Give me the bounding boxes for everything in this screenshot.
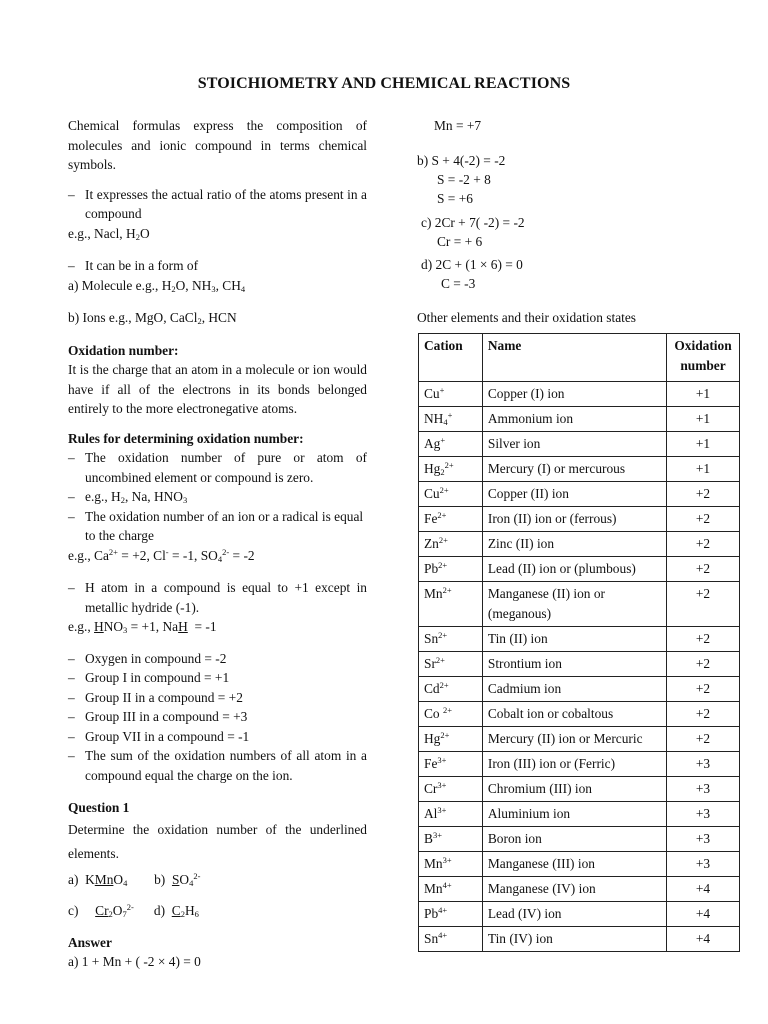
rule-item: – Oxygen in compound = -2 [68,650,227,666]
rule-uncombined: – The oxidation number of pure or atom of uncombined element or compound is zero. [68,450,367,485]
table-row [419,432,740,457]
name-cell: Chromium (III) ion [482,777,666,802]
name-cell: Silver ion [482,432,666,457]
rule-item: – Group VII in a compound = -1 [68,728,250,744]
answer-line: Cr = + 6 [437,234,483,249]
cation-cell: $Pb^{4+}$ [419,902,483,927]
cation-cell: $Al^{3+}$ [419,802,483,827]
cation-cell: $NH_4^+$ [419,407,483,432]
table-row [419,802,740,827]
answer-line: S = +6 [437,191,473,206]
example-nacl: e.g., Nacl, $H_2O$ [68,225,150,242]
oxidation-cell: +3 [667,777,740,802]
oxidation-cell: +1 [667,457,740,482]
question-text: Determine the oxidation number of the underlined elements. [68,821,367,861]
table-row [419,827,740,852]
table-row [419,652,740,677]
cation-cell: $Pb^{2+}$ [419,557,483,582]
answer-line: C = -3 [441,276,476,291]
oxidation-cell: +2 [667,532,740,557]
name-cell: Manganese (III) ion [482,852,666,877]
oxidation-cell: +1 [667,432,740,457]
table-row [419,507,740,532]
name-cell: Manganese (IV) ion [482,877,666,902]
name-cell: Lead (IV) ion [482,902,666,927]
rules-list [68,649,367,786]
name-cell: Mercury (I) or mercurous [482,457,666,482]
table-row [419,702,740,727]
name-cell: Tin (II) ion [482,627,666,652]
table-row [419,457,740,482]
name-cell: Ammonium ion [482,407,666,432]
table-header-row [419,334,740,382]
oxidation-cell: +3 [667,752,740,777]
oxidation-cell: +2 [667,557,740,582]
oxidation-cell: +2 [667,582,740,627]
name-cell: Mercury (II) ion or Mercuric [482,727,666,752]
cation-cell: Ag+ [419,432,483,457]
name-cell: Iron (II) ion or (ferrous) [482,507,666,532]
cation-cell: $B^{3+}$ [419,827,483,852]
table-row [419,382,740,407]
rule-ion-charge: – The oxidation number of an ion or a radical is equal to the charge [68,508,364,543]
answer-line: Mn = +7 [434,118,482,133]
cation-cell: $Hg_2^{2+}$ [419,457,483,482]
rule-example-h2: – e.g., $H_2$, Na, $HNO_3$ [68,489,188,505]
oxidation-cell: +2 [667,507,740,532]
oxidation-cell: +2 [667,652,740,677]
name-cell: Copper (I) ion [482,382,666,407]
oxidation-cell: +4 [667,902,740,927]
header-cation: Cation [419,334,483,382]
rule-ion-example: e.g., $Ca^{2+} = +2$, Cl- = -1, $SO_4^{2-} = -2$ [68,546,255,564]
header-oxidation-number: Oxidation number [667,334,740,382]
page-title: STOICHIOMETRY AND CHEMICAL REACTIONS [197,75,571,92]
table-row [419,752,740,777]
oxidation-cell: +2 [667,627,740,652]
bullet-form: – It can be in a form of [68,258,199,273]
name-cell: Strontium ion [482,652,666,677]
rule-hydrogen: – H atom in a compound is equal to +1 except in metallic hydride (-1). [68,580,367,615]
oxidation-cell: +3 [667,827,740,852]
cation-cell: $Fe^{3+}$ [419,752,483,777]
question-items-cd: c) $Cr_2O_7^{2-}$ d) $C_2H_6$ [68,902,199,919]
table-row [419,557,740,582]
answer-line: b) S + 4(-2) = -2 [417,153,506,168]
table-row [419,852,740,877]
oxidation-cell: +1 [667,382,740,407]
left-column [68,116,367,972]
answer-line: S = -2 + 8 [437,172,491,187]
name-cell: Copper (II) ion [482,482,666,507]
oxidation-cell: +1 [667,407,740,432]
cation-cell: $Sn^{2+}$ [419,627,483,652]
table-row [419,407,740,432]
molecule-example: a) Molecule e.g., $H_2O$, $NH_3$, $CH_4$ [68,277,246,294]
name-cell: Zinc (II) ion [482,532,666,557]
table-row [419,927,740,952]
cation-cell: $Cd^{2+}$ [419,677,483,702]
answer-a: a) 1 + Mn + ( -2 × 4) = 0 [68,954,201,969]
cation-cell: $Sr^{2+}$ [419,652,483,677]
oxidation-definition: It is the charge that an atom in a molecule or ion would have if all of the electrons in its bonds belonged entirely to the more electronegative atoms. [68,362,367,416]
table-row [419,627,740,652]
oxidation-cell: +4 [667,877,740,902]
table-row [419,777,740,802]
table-row [419,582,740,627]
cation-cell: $Mn^{2+}$ [419,582,483,627]
name-cell: Cadmium ion [482,677,666,702]
intro-paragraph: Chemical formulas express the composition of molecules and ionic compound in terms chemical symbols. [68,118,367,172]
rules-heading: Rules for determining oxidation number: [68,430,304,446]
oxidation-cell: +3 [667,852,740,877]
answer-line: d) 2C + (1 × 6) = 0 [421,257,523,272]
rule-item: – Group III in a compound = +3 [68,709,248,724]
table-row [419,877,740,902]
cation-cell: $Mn^{3+}$ [419,852,483,877]
rule-hydrogen-example: e.g., $HNO_3 = +1$, NaH = -1 [68,619,217,635]
oxidation-states-table [418,333,740,952]
cation-cell: $Fe^{2+}$ [419,507,483,532]
cation-cell: Cu+ [419,382,483,407]
table-row [419,532,740,557]
oxidation-cell: +2 [667,727,740,752]
table-caption: Other elements and their oxidation states [417,310,637,325]
oxidation-cell: +2 [667,677,740,702]
oxidation-heading: Oxidation number: [68,342,179,358]
table-row [419,727,740,752]
table-row [419,677,740,702]
name-cell: Cobalt ion or cobaltous [482,702,666,727]
oxidation-cell: +3 [667,802,740,827]
answer-heading: Answer [68,934,112,950]
name-cell: Aluminium ion [482,802,666,827]
rule-item: – The sum of the oxidation numbers of all atom in a compound equal the charge on the ion. [68,748,367,783]
rule-item: – Group I in compound = +1 [68,670,230,685]
name-cell: Lead (II) ion or (plumbous) [482,557,666,582]
oxidation-cell: +2 [667,702,740,727]
cation-cell: $Sn^{4+}$ [419,927,483,952]
cation-cell: $Cu^{2+}$ [419,482,483,507]
header-name: Name [482,334,666,382]
rule-item: – Group II in a compound = +2 [68,689,243,705]
cation-cell: $Hg^{2+}$ [419,727,483,752]
cation-cell: $Cr^{3+}$ [419,777,483,802]
name-cell: Iron (III) ion or (Ferric) [482,752,666,777]
name-cell: Manganese (II) ion or (meganous) [482,582,666,627]
table-row [419,902,740,927]
cation-cell: $Mn^{4+}$ [419,877,483,902]
name-cell: Boron ion [482,827,666,852]
oxidation-cell: +2 [667,482,740,507]
name-cell: Tin (IV) ion [482,927,666,952]
ions-example: b) Ions e.g., MgO, CaCl$_2$, HCN [68,310,237,326]
table-row [419,482,740,507]
question-items-ab: a) KMnO$_4$ b) $SO_4^{2-}$ [68,870,201,888]
cation-cell: $Zn^{2+}$ [419,532,483,557]
answer-line: c) 2Cr + 7( -2) = -2 [421,215,525,230]
question-heading: Question 1 [68,800,130,815]
bullet-ratio: – It expresses the actual ratio of the atoms present in a compound [68,186,367,221]
oxidation-cell: +4 [667,927,740,952]
cation-cell: Co $^{2+}$ [419,702,483,727]
